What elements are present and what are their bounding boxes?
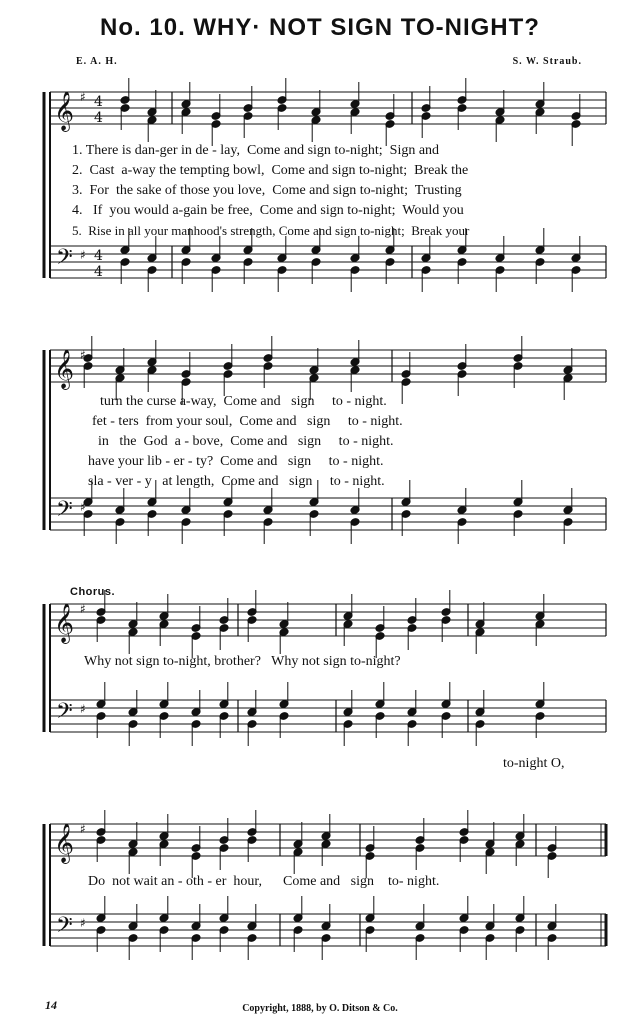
- verse-4-line-b: have your lib - er - ty? Come and sign to - night.: [88, 454, 384, 469]
- chorus-label: Chorus.: [70, 586, 116, 598]
- time-signature: 4: [94, 110, 103, 126]
- bass-clef-icon: 𝄢: [56, 913, 73, 943]
- author-credit: E. A. H.: [76, 56, 118, 67]
- sharp-icon: ♯: [80, 916, 86, 930]
- composer-credit: S. W. Straub.: [512, 56, 582, 67]
- verse-1-line-b: turn the curse a-way, Come and sign to - night.: [100, 394, 387, 409]
- chorus-lyric-line-1: Why not sign to-night, brother? Why not sign to-night?: [84, 654, 401, 669]
- verse-2-line-b: fet - ters from your soul, Come and sign to - night.: [92, 414, 403, 429]
- copyright-footer: Copyright, 1888, by O. Ditson & Co.: [242, 1003, 398, 1014]
- page-mark: 14: [45, 998, 57, 1012]
- verse-2-line-a: 2. Cast a-way the tempting bowl, Come and sign to-night; Break the: [72, 163, 469, 178]
- bass-clef-icon: 𝄢: [56, 699, 73, 729]
- verse-3-line-a: 3. For the sake of those you love, Come and sign to-night; Trusting: [72, 183, 462, 198]
- time-signature: 4: [94, 94, 103, 110]
- verse-3-line-b: in the God a - bove, Come and sign to - night.: [98, 434, 394, 449]
- bass-clef-icon: 𝄢: [56, 497, 73, 527]
- treble-clef-icon: 𝄞: [54, 603, 75, 643]
- verse-5-line-b: sla - ver - y at length, Come and sign to - night.: [88, 474, 385, 489]
- sharp-icon: ♯: [80, 602, 86, 616]
- sharp-icon: ♯: [80, 500, 86, 514]
- chorus-bass-echo: to-night O,: [503, 756, 565, 771]
- sharp-icon: ♯: [80, 702, 86, 716]
- bass-clef-icon: 𝄢: [56, 245, 73, 275]
- time-signature: 4: [94, 248, 103, 264]
- sharp-icon: ♯: [80, 822, 86, 836]
- hymn-title: No. 10. WHY· NOT SIGN TO-NIGHT?: [100, 14, 540, 41]
- verse-1-line-a: 1. There is dan-ger in de - lay, Come and sign to-night; Sign and: [72, 143, 440, 158]
- sharp-icon: ♯: [80, 348, 86, 362]
- verse-5-line-a: 5. Rise in all your manhood's strength, Come and sign to-night; Break your: [72, 223, 470, 238]
- sharp-icon: ♯: [80, 90, 86, 104]
- chorus-lyric-line-2: Do not wait an - oth - er hour, Come and sign to- night.: [88, 874, 440, 889]
- verse-4-line-a: 4. If you would a-gain be free, Come and sign to-night; Would you: [72, 203, 464, 218]
- treble-clef-icon: 𝄞: [54, 91, 75, 131]
- time-signature: 4: [94, 264, 103, 280]
- sharp-icon: ♯: [80, 248, 86, 262]
- treble-clef-icon: 𝄞: [54, 823, 75, 863]
- treble-clef-icon: 𝄞: [54, 349, 75, 389]
